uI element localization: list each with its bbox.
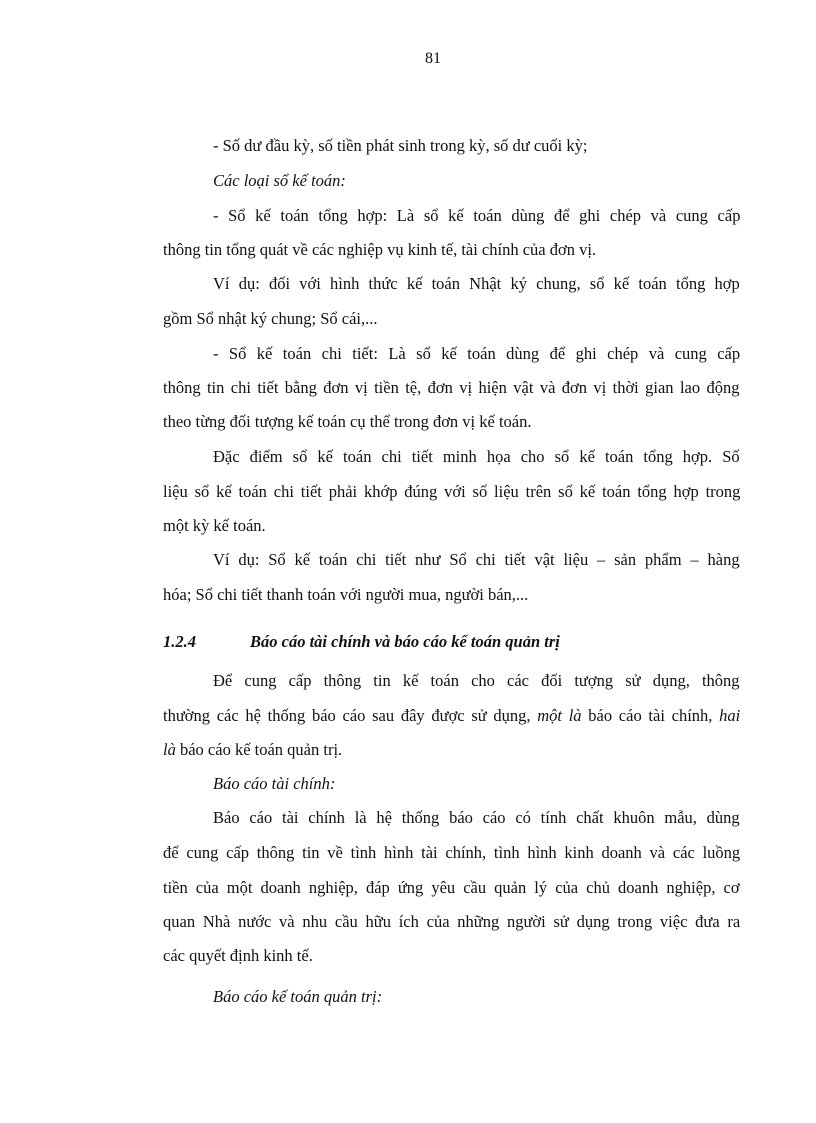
text-line: Đặc điểm sổ kế toán chi tiết minh họa cho sổ kế toán tổng hợp. Số	[213, 447, 740, 466]
text-line: - Sổ kế toán chi tiết: Là sổ kế toán dùng để ghi chép và cung cấp	[213, 344, 741, 363]
text-line: - Sổ kế toán tổng hợp: Là sổ kế toán dùng để ghi chép và cung cấp	[213, 206, 741, 225]
text-line: thông tin tổng quát về các nghiệp vụ kinh tế, tài chính của đơn vị.	[163, 240, 597, 259]
text-line: Để cung cấp thông tin kế toán cho các đối tượng sử dụng, thông	[213, 671, 740, 690]
text-line: để cung cấp thông tin về tình hình tài chính, tình hình kinh doanh và các luồng	[163, 843, 741, 862]
text-line: Báo cáo tài chính là hệ thống báo cáo có tính chất khuôn mẫu, dùng	[213, 808, 740, 827]
text-run: báo cáo kế toán quản trị.	[175, 740, 343, 759]
text-run: báo cáo tài chính,	[581, 706, 720, 725]
text-line: các quyết định kinh tế.	[163, 946, 313, 965]
text-run-italic: hai	[719, 706, 741, 725]
text-run-italic: một là	[537, 706, 582, 725]
section-heading	[163, 632, 560, 652]
subheading-bao-cao-ke-toan-quan-tri: Báo cáo kế toán quản trị:	[213, 987, 383, 1006]
page-number: 81	[425, 50, 441, 67]
text-line: tiền của một doanh nghiệp, đáp ứng yêu cầu quản lý của chủ doanh nghiệp, cơ	[163, 878, 740, 897]
subheading-so-ke-toan: Các loại sổ kế toán:	[213, 171, 346, 190]
subheading-bao-cao-tai-chinh: Báo cáo tài chính:	[213, 774, 336, 793]
text-line: liệu sổ kế toán chi tiết phải khớp đúng với số liệu trên sổ kế toán tổng hợp trong	[163, 482, 741, 501]
text-run-italic: là	[163, 740, 176, 759]
text-line: gồm Sổ nhật ký chung; Sổ cái,...	[163, 309, 378, 328]
text-line: Ví dụ: Sổ kế toán chi tiết như Sổ chi tiết vật liệu – sản phẩm – hàng	[213, 550, 740, 569]
text-line	[163, 706, 740, 726]
section-title: Báo cáo tài chính và báo cáo kế toán quản trị	[250, 632, 560, 651]
text-line: - Số dư đầu kỳ, số tiền phát sinh trong kỳ, số dư cuối kỳ;	[213, 136, 588, 155]
text-line: quan Nhà nước và nhu cầu hữu ích của những người sử dụng trong việc đưa ra	[163, 912, 741, 931]
text-line: Ví dụ: đối với hình thức kế toán Nhật ký chung, sổ kế toán tổng hợp	[213, 274, 740, 293]
section-number: 1.2.4	[163, 632, 196, 651]
text-line: theo từng đối tượng kế toán cụ thể trong đơn vị kế toán.	[163, 412, 532, 431]
text-line	[163, 740, 342, 760]
text-line: thông tin chi tiết bằng đơn vị tiền tệ, đơn vị hiện vật và đơn vị thời gian lao động	[163, 378, 740, 397]
text-run: thường các hệ thống báo cáo sau đây được sử dụng,	[163, 706, 538, 725]
text-line: một kỳ kế toán.	[163, 516, 266, 535]
text-line: hóa; Sổ chi tiết thanh toán với người mua, người bán,...	[163, 585, 529, 604]
